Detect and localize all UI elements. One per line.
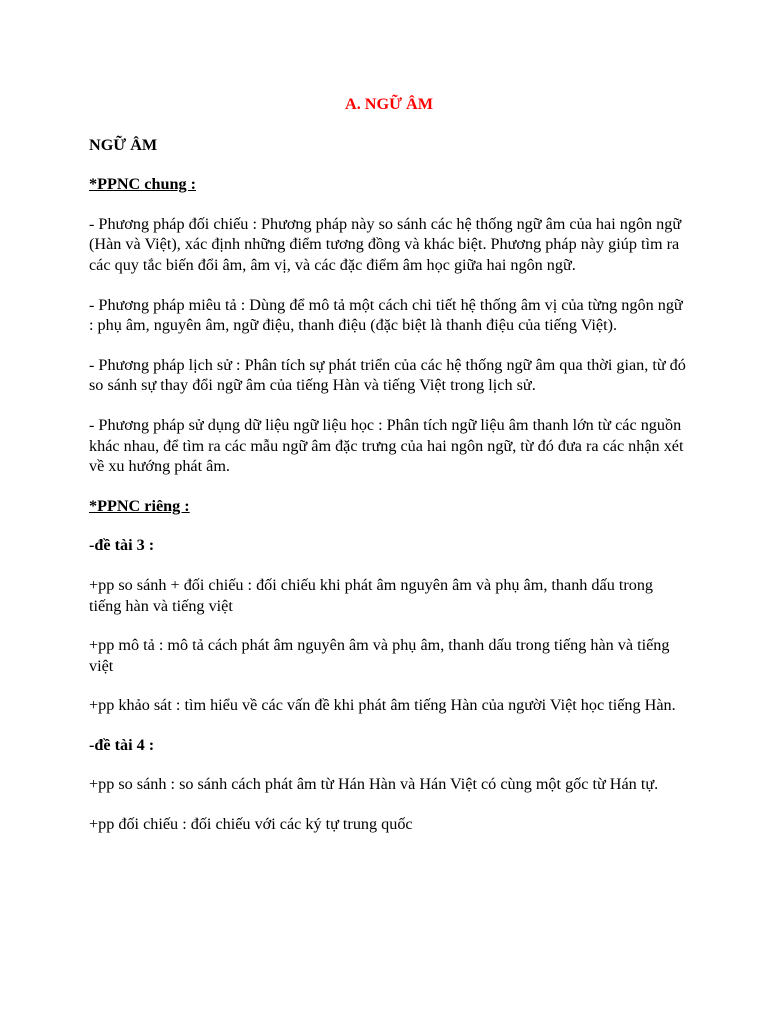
topic-3-khao-sat: +pp khảo sát : tìm hiểu về các vấn đề khi phát âm tiếng Hàn của người Việt học tiếng Hàn. <box>89 696 676 715</box>
document-page <box>89 94 689 854</box>
section-heading-ngu-am: NGỮ ÂM <box>89 135 158 154</box>
topic-4-doi-chieu: +pp đối chiếu : đối chiếu với các ký tự trung quốc <box>89 815 413 834</box>
topic-4-so-sanh: +pp so sánh : so sánh cách phát âm từ Hán Hàn và Hán Việt có cùng một gốc từ Hán tự. <box>89 775 659 794</box>
paragraph-doi-chieu: - Phương pháp đối chiếu : Phương pháp này so sánh các hệ thống ngữ âm của hai ngôn ngữ (Hàn và Việt), xác định những điểm tương đồng và khác biệt. Phương pháp này giúp tìm ra các quy tắc biến đổi âm, âm vị, và các đặc điểm âm học giữa hai ngôn ngữ. <box>89 214 682 274</box>
topic-4-heading: -đề tài 4 : <box>89 735 155 754</box>
paragraph-lich-su: - Phương pháp lịch sử : Phân tích sự phát triển của các hệ thống ngữ âm qua thời gian, từ đó so sánh sự thay đổi ngữ âm của tiếng Hàn và tiếng Việt trong lịch sử. <box>89 355 686 395</box>
ppnc-chung-heading: *PPNC chung : <box>89 175 197 194</box>
paragraph-mieu-ta: - Phương pháp miêu tả : Dùng để mô tả một cách chi tiết hệ thống âm vị của từng ngôn ngữ : phụ âm, nguyên âm, ngữ điệu, thanh điệu (đặc biệt là thanh điệu của tiếng Việt). <box>89 295 683 335</box>
document-title: A. NGỮ ÂM <box>345 95 433 113</box>
ppnc-rieng-heading: *PPNC riêng : <box>89 496 190 515</box>
paragraph-ngu-lieu-hoc: - Phương pháp sử dụng dữ liệu ngữ liệu học : Phân tích ngữ liệu âm thanh lớn từ các nguồn khác nhau, để tìm ra các mẫu ngữ âm đặc trưng của hai ngôn ngữ, từ đó đưa ra các nhận xét về xu hướng phát âm. <box>89 415 684 476</box>
topic-3-so-sanh-doi-chieu: +pp so sánh + đối chiếu : đối chiếu khi phát âm nguyên âm và phụ âm, thanh dấu trong tiếng hàn và tiếng việt <box>89 575 654 615</box>
topic-3-mo-ta: +pp mô tả : mô tả cách phát âm nguyên âm và phụ âm, thanh dấu trong tiếng hàn và tiếng việt <box>89 636 670 675</box>
topic-3-heading: -đề tài 3 : <box>89 536 155 555</box>
